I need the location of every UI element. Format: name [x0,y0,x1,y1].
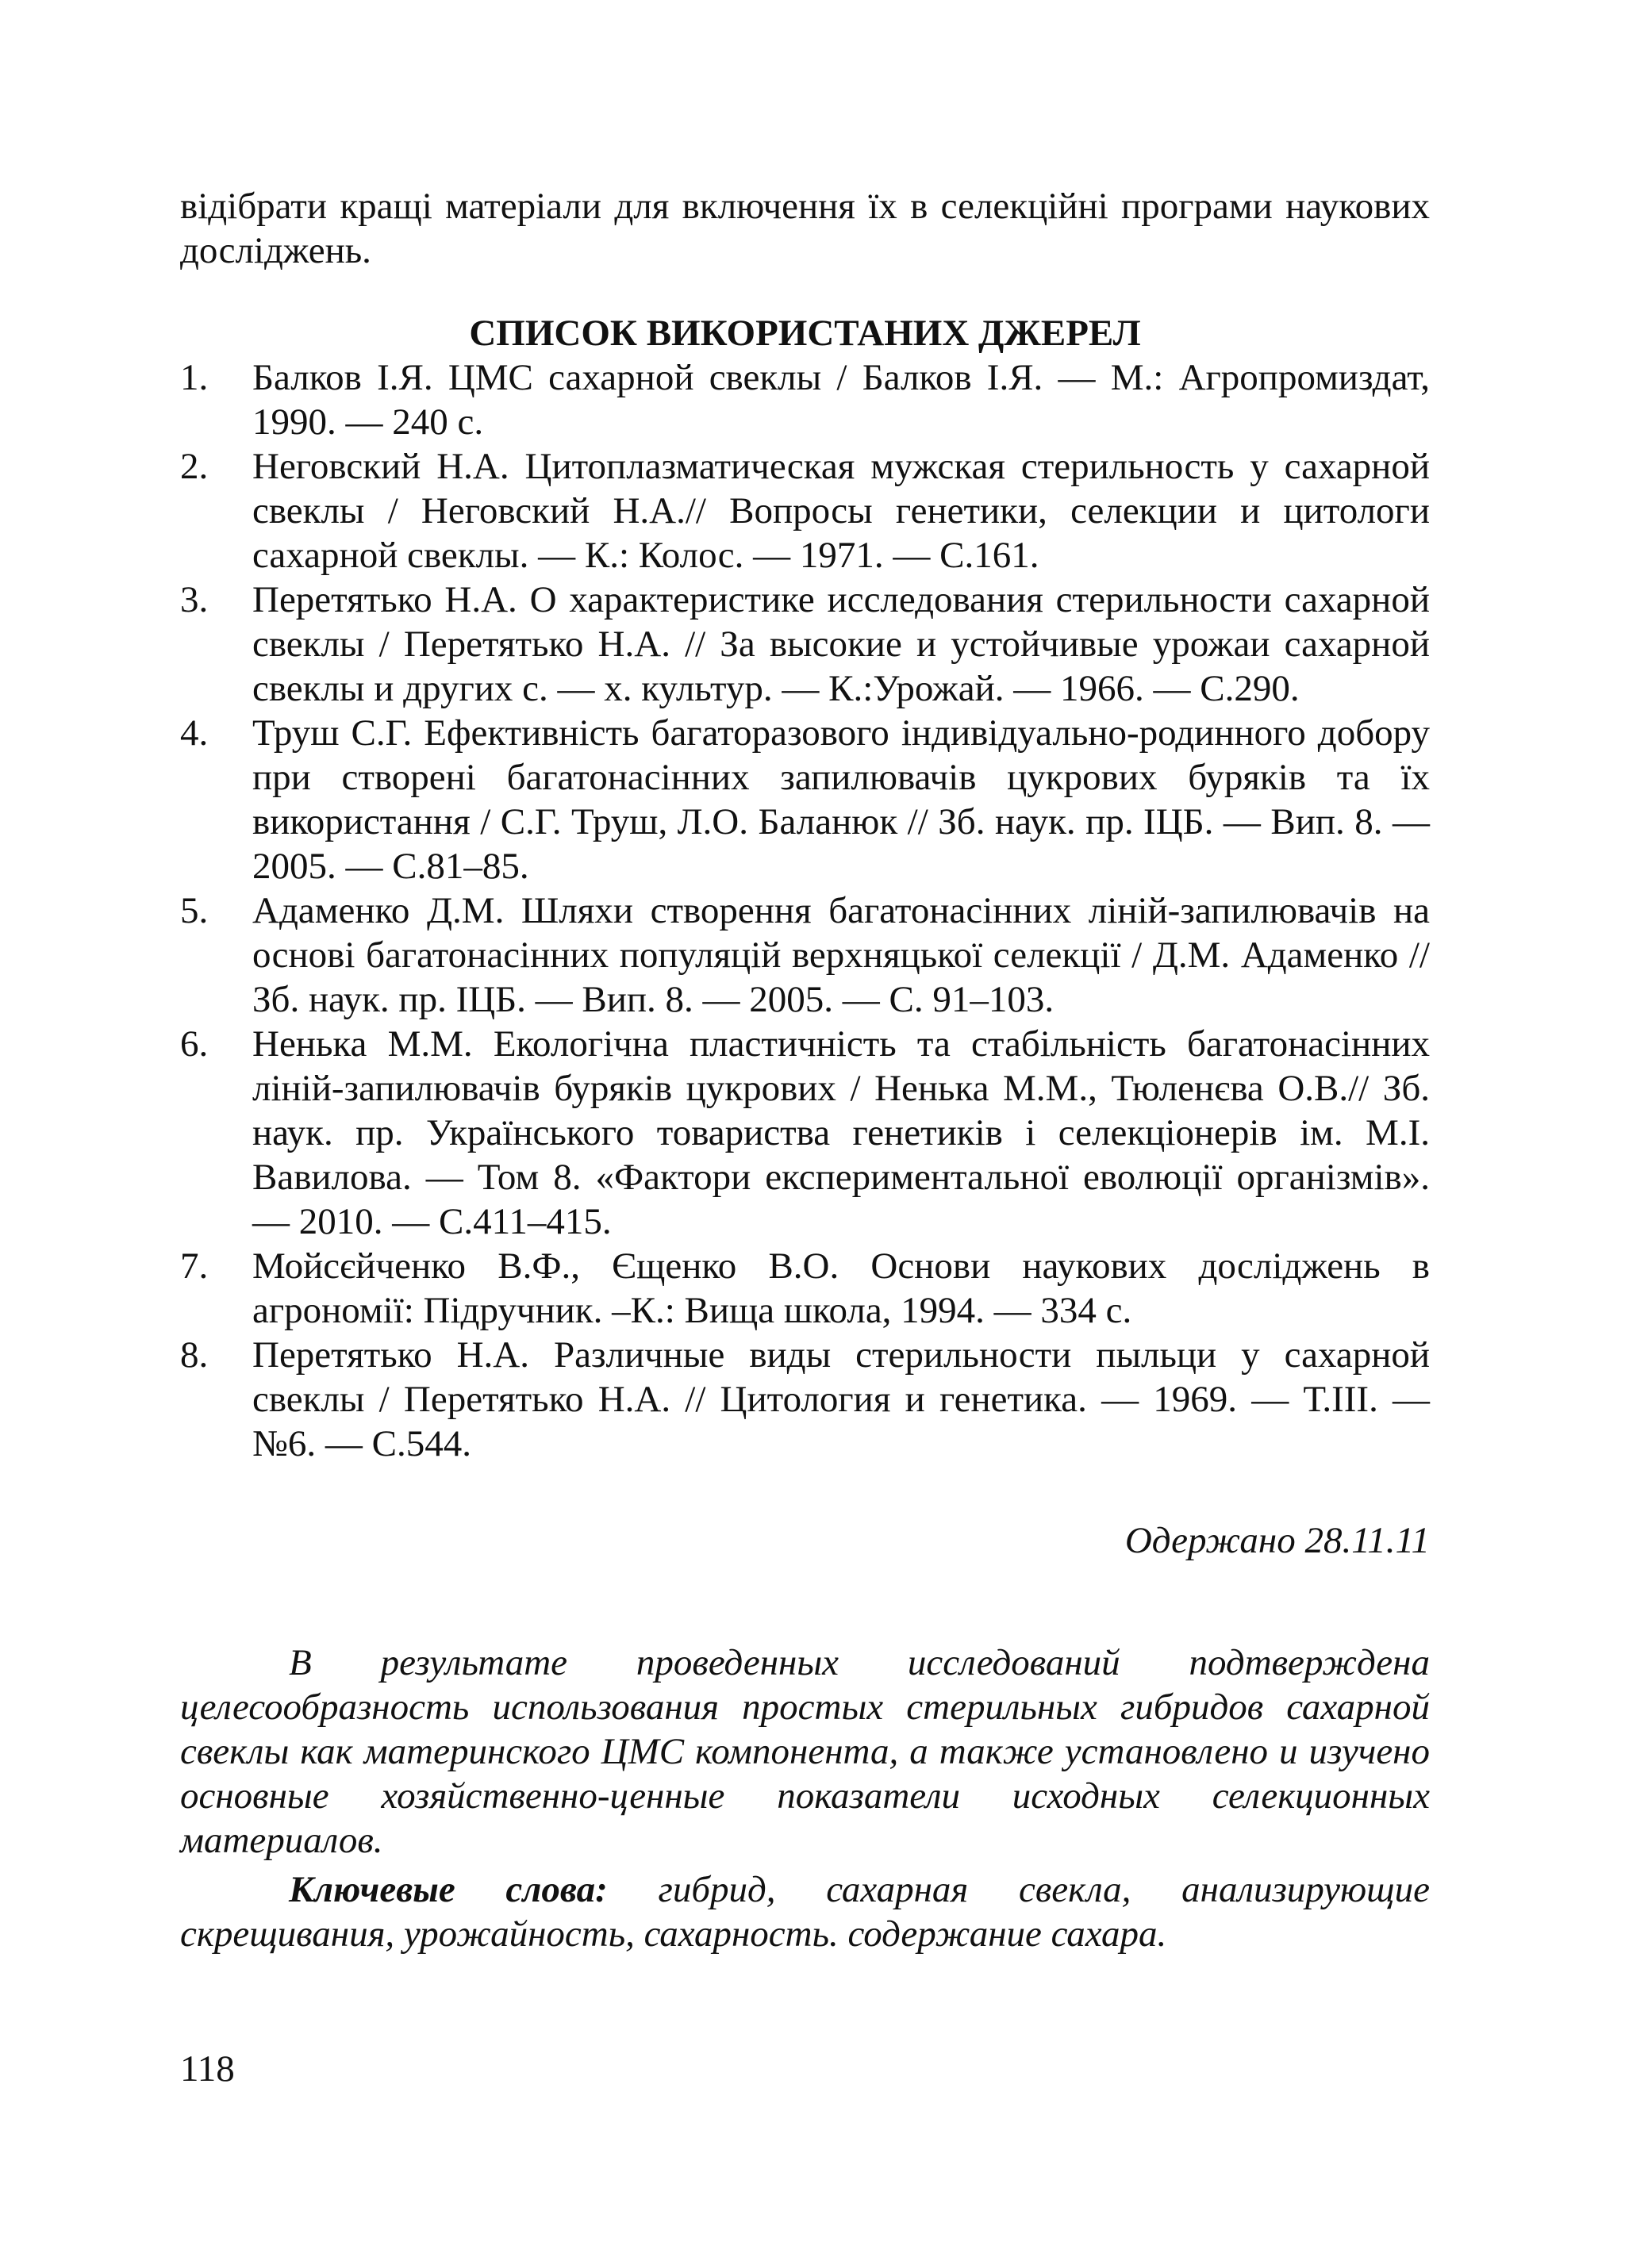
reference-item [180,578,1430,711]
reference-number: 4. [180,712,209,754]
intro-paragraph: відібрати кращі матеріали для включення їх в селекційні програми наукових досліджень. [180,186,1430,271]
reference-item [180,355,1430,444]
reference-item [180,711,1430,888]
summary-paragraph: В результате проведенных исследований подтверждена целесообразность использования простых стерильных гибридов сахарной свеклы как материнского ЦМС компонента, а также установлено и изучено основные хозяйственно-ценные показатели исходных селекционных материалов. [180,1642,1430,1861]
keywords-label: Ключевые слова: [289,1869,608,1910]
reference-item [180,1333,1430,1466]
reference-number: 8. [180,1334,209,1376]
reference-text: Мойсєйченко В.Ф., Єщенко В.О. Основи наукових досліджень в агрономії: Підручник. –К.: Вища школа, 1994. — 334 с. [252,1245,1430,1331]
reference-item [180,1022,1430,1244]
page-content [180,184,1430,1956]
references-heading: СПИСОК ВИКОРИСТАНИХ ДЖЕРЕЛ [469,313,1141,354]
reference-text: Труш С.Г. Ефективність багаторазового індивідуально-родинного добору при створені багатонасінних запилювачів цукрових буряків та їх використання / С.Г. Труш, Л.О. Баланюк // Зб. наук. пр. ІЦБ. — Вип. 8. — 2005. — С.81–85. [252,712,1430,887]
page-number: 118 [180,2048,235,2090]
received-date-note: Одержано 28.11.11 [1124,1520,1430,1561]
reference-number: 6. [180,1023,209,1065]
reference-text: Перетятько Н.А. Различные виды стерильности пыльци у сахарной свеклы / Перетятько Н.А. // Цитология и генетика. — 1969. — Т.ІІІ. — №6. — С.544. [252,1334,1430,1464]
reference-number: 5. [180,890,209,931]
references-list [180,355,1430,1466]
keywords-paragraph [180,1867,1430,1956]
reference-text: Ненька М.М. Екологічна пластичність та стабільність багатонасінних ліній-запилювачів буряків цукрових / Ненька М.М., Тюленєва О.В.// Зб. наук. пр. Українського товариства генетиків і селекціонерів ім. М.І. Вавилова. — Том 8. «Фактори експериментальної еволюції організмів». — 2010. — С.411–415. [252,1023,1430,1242]
reference-number: 7. [180,1245,209,1287]
reference-text: Перетятько Н.А. О характеристике исследования стерильности сахарной свеклы / Перетятько Н.А. // За высокие и устойчивые урожаи сахарной свеклы и других с. — х. культур. — К.:Урожай. — 1966. — С.290. [252,579,1430,709]
reference-number: 1. [180,357,209,398]
reference-number: 2. [180,446,209,487]
reference-item [180,888,1430,1022]
reference-text: Адаменко Д.М. Шляхи створення багатонасінних ліній-запилювачів на основі багатонасінних популяцій верхняцької селекції / Д.М. Адаменко // Зб. наук. пр. ІЦБ. — Вип. 8. — 2005. — С. 91–103. [252,890,1430,1020]
reference-text: Неговский Н.А. Цитоплазматическая мужская стерильность у сахарной свеклы / Неговский Н.А.// Вопросы генетики, селекции и цитологи сахарной свеклы. — К.: Колос. — 1971. — С.161. [252,446,1430,576]
keywords-text: гибрид, сахарная свекла, анализирующие скрещивания, урожайность, сахарность. содержание сахара. [180,1869,1430,1955]
reference-text: Балков І.Я. ЦМС сахарной свеклы / Балков І.Я. — М.: Агропромиздат, 1990. — 240 с. [252,357,1430,443]
reference-item [180,1244,1430,1333]
reference-item [180,444,1430,578]
reference-number: 3. [180,579,209,620]
